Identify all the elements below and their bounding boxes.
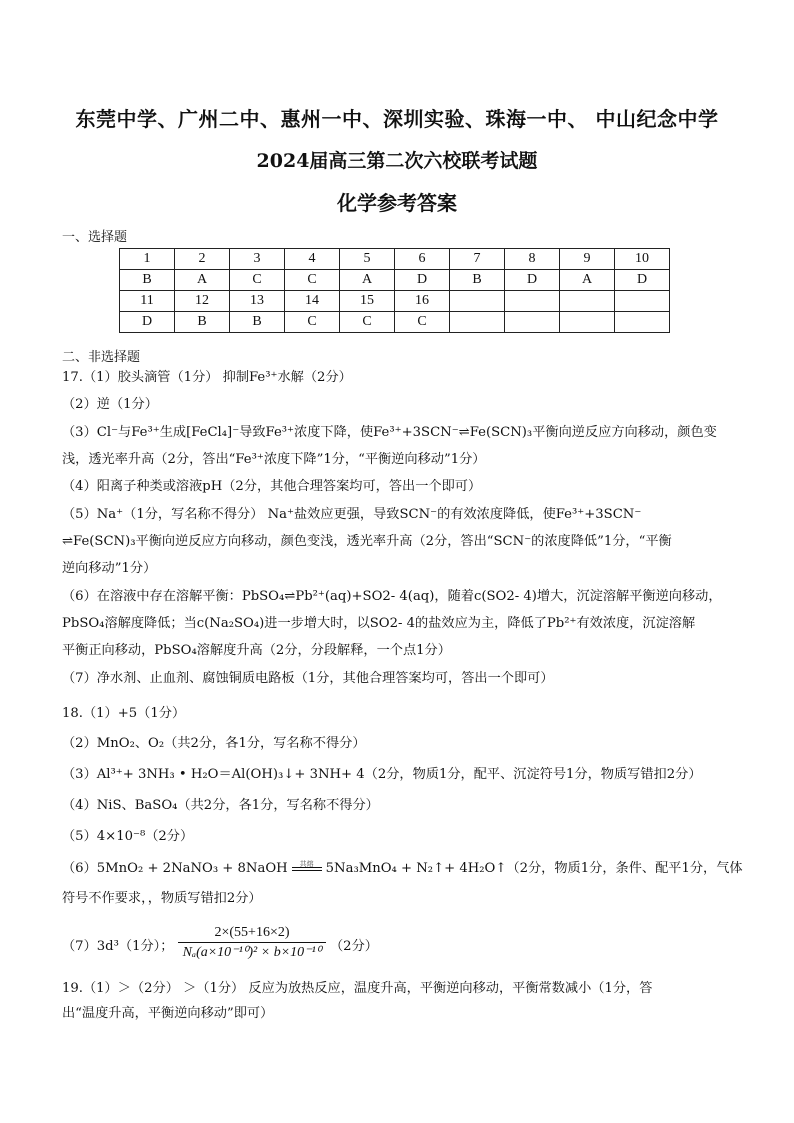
table-cell: D (505, 270, 560, 291)
equation-products: 5Na₃MnO₄ + N₂↑+ 4H₂O↑（2分，物质1分，条件、配平1分，气体 (325, 861, 743, 876)
table-cell: 2 (175, 249, 230, 270)
q18-equation-line (62, 860, 742, 878)
table-cell: A (340, 270, 395, 291)
q18-part7-score: （2分） (330, 939, 378, 954)
subject-title: 化学参考答案 (337, 191, 457, 215)
table-cell (450, 291, 505, 312)
table-cell: 5 (340, 249, 395, 270)
table-cell: 14 (285, 291, 340, 312)
table-cell: 16 (395, 291, 450, 312)
table-cell: C (340, 312, 395, 333)
section2-title: 二、非选择题 (62, 350, 141, 365)
q18-line: 符号不作要求，，物质写错扣2分） (62, 891, 262, 906)
table-cell: B (450, 270, 505, 291)
q19-line: 出“温度升高，平衡逆向移动”即可） (62, 1006, 274, 1021)
q17-line: （2）逆（1分） (62, 397, 158, 412)
table-cell: C (395, 312, 450, 333)
table-cell: B (175, 312, 230, 333)
table-cell: C (285, 270, 340, 291)
q17-line: （5）Na⁺（1分，写名称不得分） Na⁺盐效应更强，导致SCN⁻的有效浓度降低，使Fe³⁺+3SCN⁻ (62, 507, 642, 522)
q17-line: （7）净水剂、止血剂、腐蚀铜质电路板（1分，其他合理答案均可，答出一个即可） (62, 671, 554, 686)
fraction-bar (178, 942, 326, 943)
table-cell (505, 291, 560, 312)
table-row (120, 249, 670, 270)
q18-line: （3）Al³⁺+ 3NH₃ • H₂O＝Al(OH)₃↓+ 3NH+ 4（2分，物质1分，配平、沉淀符号1分，物质写错扣2分） (62, 767, 702, 782)
q18-line: （5）4×10⁻⁸（2分） (62, 829, 194, 844)
q17-line: 17.（1）胶头滴管（1分） 抑制Fe³⁺水解（2分） (62, 370, 352, 385)
table-cell: 1 (120, 249, 175, 270)
table-cell: 4 (285, 249, 340, 270)
table-cell (560, 312, 615, 333)
exam-title: 2024届高三第二次六校联考试题 (256, 150, 538, 172)
table-cell: B (230, 312, 285, 333)
q17-line: （4）阳离子种类或溶液pH（2分，其他合理答案均可，答出一个即可） (62, 479, 482, 494)
q17-line: PbSO₄溶解度降低；当c(Na₂SO₄)进一步增大时，以SO2- 4的盐效应为主，降低了Pb²⁺有效浓度，沉淀溶解 (62, 616, 696, 631)
table-row (120, 291, 670, 312)
fraction-numerator: 2×(55+16×2) (214, 925, 290, 940)
table-cell: 3 (230, 249, 285, 270)
q17-line: 平衡正向移动，PbSO₄溶解度升高（2分，分段解释，一个点1分） (62, 643, 451, 658)
table-cell (615, 291, 670, 312)
table-cell: D (120, 312, 175, 333)
table-cell (615, 312, 670, 333)
section1-title: 一、选择题 (62, 230, 128, 245)
q18-line: （2）MnO₂、O₂（共2分，各1分，写名称不得分） (62, 736, 366, 751)
table-cell: D (615, 270, 670, 291)
q19-line: 19.（1）＞（2分） ＞（1分） 反应为放热反应，温度升高，平衡逆向移动，平衡常数减小（1分，答 (62, 981, 653, 996)
density-formula-fraction (178, 925, 326, 961)
q17-line: ⇌Fe(SCN)₃平衡向逆反应方向移动，颜色变浅，透光率升高（2分，答出“SCN⁻的浓度降低”1分，“平衡 (62, 534, 672, 549)
q18-part7-prefix: （7）3d³（1分）； (62, 939, 174, 954)
q17-line: 浅，透光率升高（2分，答出“Fe³⁺浓度下降”1分，“平衡逆向移动”1分） (62, 452, 486, 467)
q18-line: 18.（1）+5（1分） (62, 706, 186, 721)
table-row (120, 270, 670, 291)
table-cell: B (120, 270, 175, 291)
table-cell (560, 291, 615, 312)
fraction-denominator: Nₐ(a×10⁻¹⁰)² × b×10⁻¹⁰ (182, 945, 322, 960)
table-cell: 15 (340, 291, 395, 312)
table-cell: C (285, 312, 340, 333)
table-cell: 10 (615, 249, 670, 270)
schools-title: 东莞中学、广州二中、惠州一中、深圳实验、珠海一中、 中山纪念中学 (75, 107, 719, 131)
table-cell: A (175, 270, 230, 291)
q18-line: （4）NiS、BaSO₄（共2分，各1分，写名称不得分） (62, 798, 379, 813)
table-row (120, 312, 670, 333)
reaction-condition (292, 859, 322, 875)
answer-table (119, 248, 670, 333)
table-cell: C (230, 270, 285, 291)
table-cell: 8 (505, 249, 560, 270)
table-cell (505, 312, 560, 333)
table-cell: 9 (560, 249, 615, 270)
equation-reactants: （6）5MnO₂ + 2NaNO₃ + 8NaOH (62, 861, 288, 876)
condition-label: 共熔 (299, 859, 314, 868)
q17-line: 逆向移动”1分） (62, 561, 157, 576)
q17-line: （3）Cl⁻与Fe³⁺生成[FeCl₄]⁻导致Fe³⁺浓度下降，使Fe³⁺+3SCN⁻⇌Fe(SCN)₃平衡向逆反应方向移动，颜色变 (62, 425, 717, 440)
table-cell: D (395, 270, 450, 291)
table-cell: 12 (175, 291, 230, 312)
q17-line: （6）在溶液中存在溶解平衡：PbSO₄⇌Pb²⁺(aq)+SO2- 4(aq)，随着c(SO2- 4)增大，沉淀溶解平衡逆向移动， (62, 589, 722, 604)
table-cell: 7 (450, 249, 505, 270)
table-cell: 13 (230, 291, 285, 312)
table-cell (450, 312, 505, 333)
table-cell: 6 (395, 249, 450, 270)
table-cell: A (560, 270, 615, 291)
table-cell: 11 (120, 291, 175, 312)
